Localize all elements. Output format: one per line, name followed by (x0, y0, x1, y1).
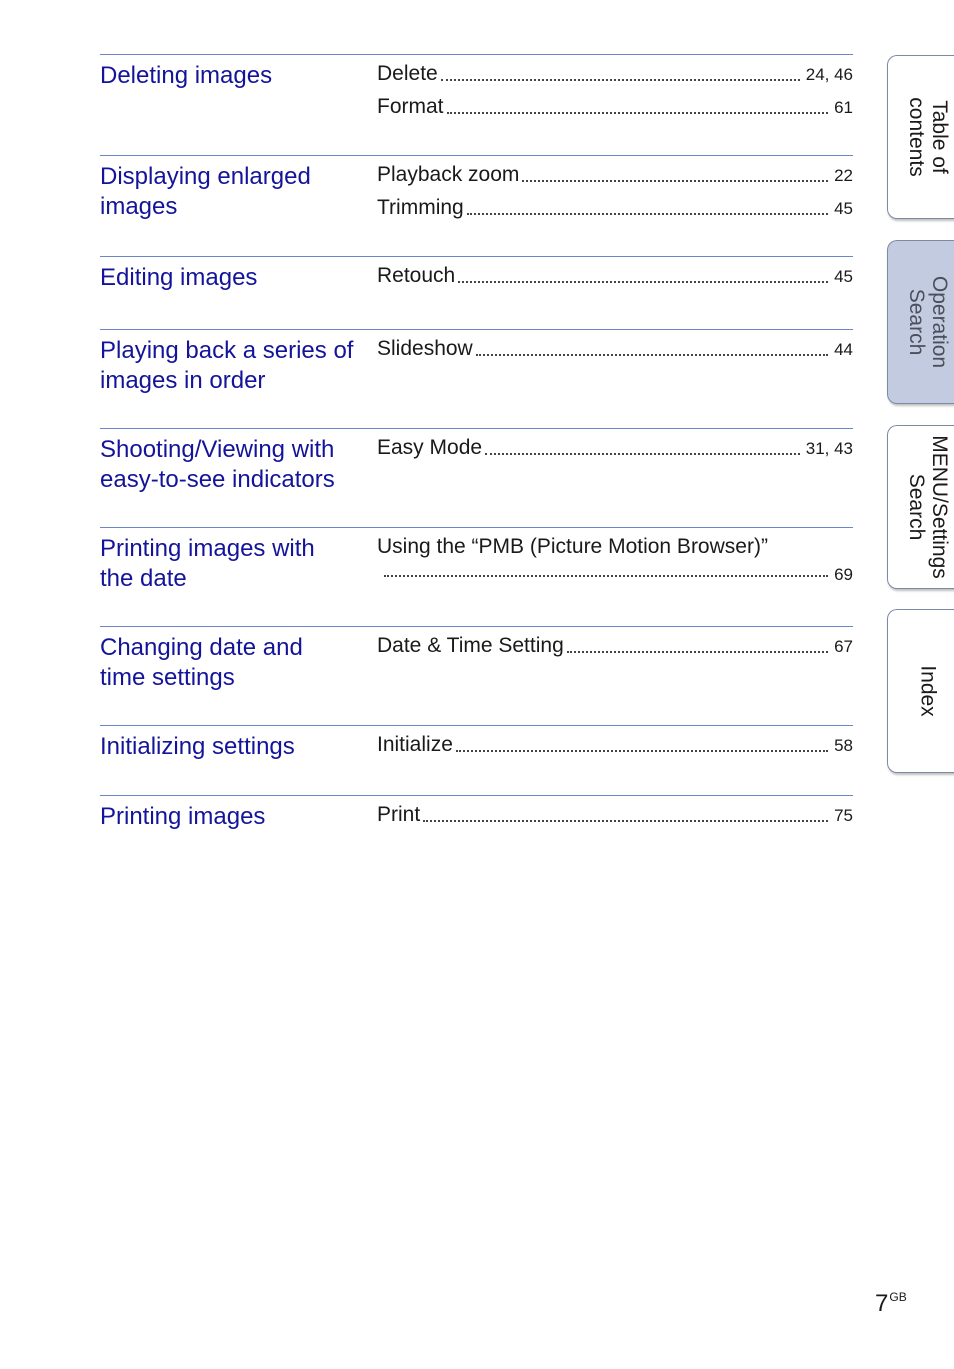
leader-dots (476, 354, 828, 356)
tab-label: Index (916, 665, 939, 717)
topic-changing-date-time: Changing date and time settings (100, 634, 303, 691)
list-row (100, 725, 853, 795)
entry-leader-line (377, 562, 853, 590)
page-ref-link[interactable]: 45 (834, 199, 853, 218)
page-ref-link[interactable]: 58 (834, 736, 853, 755)
tab-menu-settings-search[interactable] (887, 425, 954, 589)
tab-label: MENU/Settings Search (904, 435, 951, 579)
topic-printing-images-date: Printing images with the date (100, 535, 315, 592)
entry-playback-zoom[interactable] (377, 162, 853, 195)
list-row (100, 329, 853, 428)
page-number (875, 1290, 907, 1318)
entry-list (377, 263, 853, 296)
tab-table-of-contents[interactable] (887, 55, 954, 219)
tab-label: Table of contents (904, 97, 951, 177)
entry-slideshow[interactable] (377, 336, 853, 369)
entry-trimming[interactable] (377, 195, 853, 228)
page-number-suffix: GB (889, 1290, 907, 1304)
entry-delete[interactable] (377, 61, 853, 94)
page-ref-link[interactable]: 61 (834, 98, 853, 117)
entry-list (377, 802, 853, 835)
leader-dots (522, 180, 828, 182)
entry-label: Date & Time Setting (377, 634, 564, 657)
topic-displaying-enlarged-images: Displaying enlarged images (100, 163, 311, 220)
page-ref-link[interactable]: 24, 46 (805, 65, 853, 84)
leader-dots (567, 651, 828, 653)
entry-list (377, 534, 853, 590)
entry-initialize[interactable] (377, 732, 853, 765)
topic-initializing-settings: Initializing settings (100, 733, 295, 760)
page-ref-link[interactable]: 31, 43 (805, 439, 853, 458)
list-row (100, 527, 853, 626)
entry-label: Delete (377, 62, 438, 85)
entry-list (377, 732, 853, 765)
entry-list (377, 336, 853, 369)
entry-label: Playback zoom (377, 163, 520, 186)
entry-print[interactable] (377, 802, 853, 835)
entry-list (377, 435, 853, 468)
page-ref-link[interactable]: 45 (834, 267, 853, 286)
list-row (100, 795, 853, 855)
leader-dots (456, 750, 828, 752)
topic-playing-back-series: Playing back a series of images in order (100, 337, 354, 394)
tab-operation-search[interactable] (887, 240, 954, 404)
entry-label: Format (377, 95, 444, 118)
leader-dots (447, 112, 829, 114)
tab-index[interactable] (887, 609, 954, 773)
entry-format[interactable] (377, 94, 853, 127)
page-ref-link[interactable]: 69 (834, 565, 853, 584)
entry-label: Using the “PMB (Picture Motion Browser)” (377, 535, 768, 558)
page-ref-link[interactable]: 22 (834, 166, 853, 185)
entry-date-time-setting[interactable] (377, 633, 853, 666)
entry-label: Print (377, 803, 421, 826)
entry-label: Easy Mode (377, 436, 483, 459)
topic-shooting-viewing-indicators: Shooting/Viewing with easy-to-see indicators (100, 436, 335, 493)
page-ref-link[interactable]: 67 (834, 637, 853, 656)
entry-label: Initialize (377, 733, 453, 756)
entry-label: Retouch (377, 264, 456, 287)
tab-label: Operation Search (904, 275, 951, 369)
leader-dots (458, 281, 828, 283)
leader-dots (441, 79, 800, 81)
topic-printing-images: Printing images (100, 803, 266, 830)
page-number-value: 7 (875, 1290, 889, 1317)
list-row (100, 626, 853, 725)
entry-list (377, 162, 853, 228)
list-row (100, 256, 853, 329)
side-tab-bar (887, 0, 954, 1369)
leader-dots (485, 453, 800, 455)
operation-search-list (100, 54, 853, 855)
entry-label: Trimming (377, 196, 464, 219)
list-row (100, 155, 853, 256)
topic-deleting-images: Deleting images (100, 62, 273, 89)
entry-list (377, 633, 853, 666)
page-ref-link[interactable]: 75 (834, 806, 853, 825)
leader-dots (423, 820, 828, 822)
entry-retouch[interactable] (377, 263, 853, 296)
leader-dots (467, 213, 828, 215)
list-row (100, 428, 853, 527)
list-row (100, 54, 853, 155)
page-ref-link[interactable]: 44 (834, 340, 853, 359)
entry-list (377, 61, 853, 127)
entry-easy-mode[interactable] (377, 435, 853, 468)
entry-label: Slideshow (377, 337, 473, 360)
leader-dots (384, 575, 828, 577)
entry-using-pmb[interactable] (377, 534, 853, 590)
topic-editing-images: Editing images (100, 264, 258, 291)
